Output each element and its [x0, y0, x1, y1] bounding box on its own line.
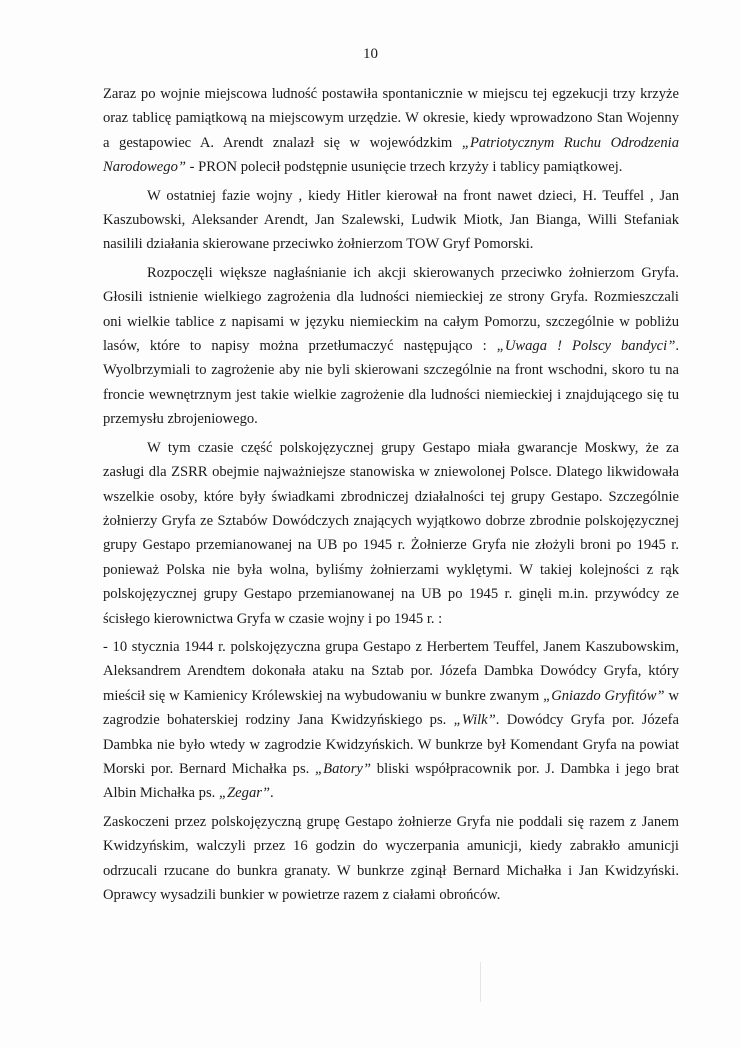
italic-pseudonym: „Zegar” [218, 785, 271, 802]
paragraph-2 [103, 184, 679, 257]
text-segment: - 10 stycznia 1944 r. polskojęzyczna grupa Gestapo z Herbertem Teuffel, Janem Kaszubowskim, Aleksandrem Arendtem dokonała ataku na Sztab por. Józefa Dambka Dowódcy Gryfa, który mieścił się w Kamienicy Królewskiej na wybudowaniu w bunkre zwanym [103, 638, 679, 704]
italic-bunker-name: „Gniazdo Gryfitów” [543, 687, 665, 704]
paragraph-4 [103, 436, 679, 631]
text-segment: W ostatniej fazie wojny , kiedy Hitler kierował na front nawet dzieci, H. Teuffel , Jan Kaszubowski, Aleksander Arendt, Jan Szalewski, Ludwik Miotk, Jan Bianga, Willi Stefaniak nasilili działania skierowane przeciwko żołnierzom TOW Gryf Pomorski. [103, 187, 679, 253]
text-segment: Rozpoczęli większe nagłaśnianie ich akcji skierowanych przeciwko żołnierzom Gryfa. Głosili istnienie wielkiego zagrożenia dla ludności niemieckiej ze strony Gryfa. Rozmieszczali oni wielkie tablice z napisami w języku niemieckim na całym Pomorzu, szczególnie w pobliżu lasów, które to napisy można przetłumaczyć następująco : [103, 264, 679, 355]
text-segment: . Dowódcy Gryfa por. Józefa Dambka nie było wtedy w zagrodzie Kwidzyńskich. W bunkrze był Komendant Gryfa na powiat Morski por. Bernard Michałka ps. [103, 712, 679, 777]
text-segment: . Wyolbrzymiali to zagrożenie aby nie byli skierowani szczególnie na front wschodni, skoro tu na froncie wewnętrznym jest takie wielkie zagrożenie dla ludności niemieckiej i znajdującego się tu przemysłu zbrojeniowego. [103, 338, 679, 428]
paragraph-5 [103, 635, 679, 806]
page-number: 10 [363, 46, 378, 62]
text-segment: Zaraz po wojnie miejscowa ludność postawiła spontanicznie w miejscu tej egzekucji trzy krzyże oraz tablicę pamiątkową na miejscowym urzędzie. W okresie, kiedy wprowadzono Stan Wojenny a gestapowiec A. Arendt znalazł się w wojewódzkim [103, 86, 679, 151]
body-text [103, 82, 679, 911]
scan-artifact-line [480, 962, 481, 1002]
text-segment: Zaskoczeni przez polskojęzyczną grupę Gestapo żołnierze Gryfa nie poddali się razem z Janem Kwidzyńskim, walczyli przez 16 godzin do wyczerpania amunicji, kiedy zabrakło amunicji odrzucali rzucane do bunkra granaty. W bunkrze zginął Bernard Michałka i Jan Kwidzyński. Oprawcy wysadzili bunkier w powietrze razem z ciałami obrońców. [103, 813, 679, 903]
text-segment: bliski współpracownik por. J. Dambka i jego brat Albin Michałka ps. [103, 760, 679, 802]
italic-quote: „Uwaga ! Polscy bandyci” [496, 338, 676, 355]
paragraph-1 [103, 82, 679, 180]
italic-pseudonym: „Wilk” [453, 712, 496, 729]
text-segment: - PRON polecił podstępnie usunięcie trzech krzyży i tablicy pamiątkowej. [185, 159, 623, 176]
text-segment: W tym czasie część polskojęzycznej grupy Gestapo miała gwarancje Moskwy, że za zasługi dla ZSRR obejmie najważniejsze stanowiska w zniewolonej Polsce. Dlatego likwidowała wszelkie osoby, które były świadkami zbrodniczej działalności tej grupy Gestapo. Szczególnie żołnierzy Gryfa ze Sztabów Dowódczych znających wyjątkowo dobrze zbrodnie polskojęzycznej grupy Gestapo przemianowanej na UB po 1945 r. Żołnierze Gryfa nie złożyli broni po 1945 r. ponieważ Polska nie była wolna, byliśmy żołnierzami wyklętymi. W takiej kolejności z rąk polskojęzycznej grupy Gestapo przemianowanej na UB po 1945 r. ginęli m.in. przywódcy ze ścisłego kierownictwa Gryfa w czasie wojny i po 1945 r. : [103, 439, 679, 627]
italic-organization-name: „Patriotycznym Ruchu Odrodzenia Narodowego” [103, 134, 679, 176]
paragraph-6 [103, 810, 679, 908]
italic-pseudonym: „Batory” [315, 760, 371, 777]
text-segment: . [270, 785, 274, 802]
paragraph-3 [103, 261, 679, 432]
text-segment: w zagrodzie bohaterskiej rodziny Jana Kwidzyńskiego ps. [103, 687, 679, 729]
